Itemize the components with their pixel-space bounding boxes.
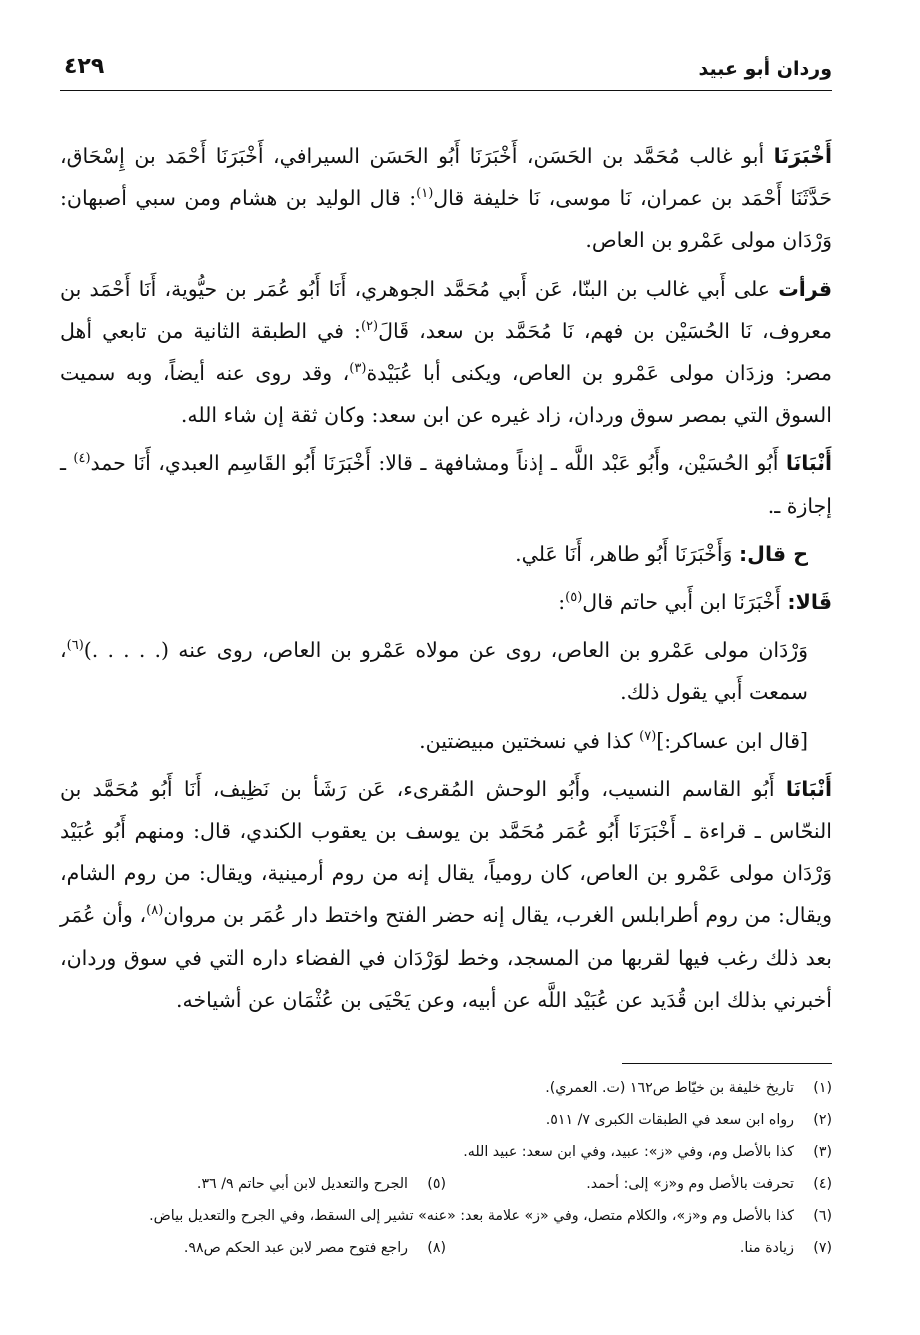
footnote-ref-5[interactable]: (٥) xyxy=(565,590,583,606)
main-text xyxy=(60,135,832,1021)
footnote-7 xyxy=(446,1232,832,1264)
footnote-ref-6[interactable]: (٦) xyxy=(66,638,84,654)
paragraph-text: ـ إجازة ـ. xyxy=(60,451,832,518)
paragraph-1 xyxy=(60,135,832,262)
footnote-text: كذا بالأصل وم، وفي «ز»: عبيد، وفي ابن سعد: عبيد الله. xyxy=(463,1144,794,1161)
footnote-text: تحرفت بالأصل وم و«ز» إلى: أحمد. xyxy=(586,1176,794,1193)
paragraph-4 xyxy=(60,533,832,575)
footnote-separator xyxy=(622,1063,832,1064)
footnote-4 xyxy=(446,1168,832,1200)
footnotes xyxy=(60,1072,832,1264)
footnote-2 xyxy=(60,1104,832,1136)
paragraph-text: وَأَخْبَرَنَا أَبُو طاهر، أَنَا عَلي. xyxy=(515,541,739,566)
footnote-number: (٤) xyxy=(813,1176,832,1193)
running-title: وردان أبو عبيد xyxy=(698,58,832,80)
footnote-text: كذا بالأصل وم و«ز»، والكلام متصل، وفي «ز» علامة بعد: «عنه» تشير إلى السقط، وفي الجرح والتعديل بياض. xyxy=(149,1208,794,1225)
paragraph-lead: أَخْبَرَنَا xyxy=(773,144,832,168)
footnote-5 xyxy=(60,1168,446,1200)
footnote-number: (٣) xyxy=(813,1144,832,1161)
paragraph-2 xyxy=(60,268,832,437)
paragraph-text: كذا في نسختين مبيضتين. xyxy=(419,728,640,753)
footnote-text: زيادة منا. xyxy=(739,1240,794,1257)
footnote-8 xyxy=(60,1232,446,1264)
paragraph-lead: قَالا: xyxy=(787,590,832,615)
footnote-text: تاريخ خليفة بن خيّاط ص١٦٢ (ت. العمري). xyxy=(545,1080,794,1097)
footnote-number: (٧) xyxy=(813,1240,832,1257)
footnote-6 xyxy=(60,1200,832,1232)
footnote-number: (٢) xyxy=(813,1112,832,1129)
footnote-ref-2[interactable]: (٢) xyxy=(360,318,379,334)
footnote-1 xyxy=(60,1072,832,1104)
paragraph-text: : قال الوليد بن هشام ومن سبي أصبهان: وَرْدَان مولى عَمْرو بن العاص. xyxy=(60,186,832,253)
page-number: ٤٢٩ xyxy=(64,54,105,79)
paragraph-text: ، وأن عُمَر بعد ذلك رغب فيها لقربها من المسجد، وخط لوَرْدَان في الفضاء داره التي في سوق وردان، أخبرني بذلك ابن قُدَيد عن عُبَيْد اللَّه عن أبيه، وعن يَحْيَى بن عُثْمَان عن أشياخه. xyxy=(60,903,832,1012)
paragraph-text: أبو غالب مُحَمَّد بن الحَسَن، أَخْبَرَنَا أَبُو الحَسَن السيرافي، أَخْبَرَنَا أَحْمَد بن إِسْحَاق، حَدَّثَنَا أَحْمَد بن عمران، نَا موسى، نَا خليفة قال xyxy=(60,144,832,211)
footnote-3 xyxy=(60,1136,832,1168)
footnote-text: الجرح والتعديل لابن أبي حاتم ٩/ ٣٦. xyxy=(196,1176,408,1193)
paragraph-text: : xyxy=(558,590,566,615)
book-page xyxy=(60,50,832,1315)
paragraph-7 xyxy=(60,720,832,762)
paragraph-text: : في الطبقة الثانية من تابعي أهل مصر: وزدَان مولى عَمْرو بن العاص، ويكنى أبا عُبَيْدة xyxy=(60,318,832,386)
paragraph-lead: قرأت xyxy=(778,276,832,301)
footnote-text: راجع فتوح مصر لابن عبد الحكم ص٩٨. xyxy=(183,1240,408,1257)
paragraph-text: أَبُو الحُسَيْن، وأَبُو عَبْد اللَّه ـ إذناً ومشافهة ـ قالا: أَخْبَرَنَا أَبُو القَاسِم العبدي، أَنَا حمد xyxy=(90,451,786,476)
paragraph-lead: أَنْبَانَا xyxy=(785,451,832,476)
paragraph-text: أَبُو القاسم النسيب، وأَبُو الوحش المُقرىء، عَن رَشَأ بن نَظِيف، أَنَا أَبُو مُحَمَّد بن النحّاس ـ قراءة ـ أَخْبَرَنَا أَبُو عُمَر مُحَمَّد بن يوسف بن يعقوب الكندي، قال: ومنهم أَبُو عُبَيْد وَرْدَان مولى عَمْرو بن العاص، كان رومياً، يقال إنه من روم أرمينية، ويقال: من روم الشام، ويقال: من روم أطرابلس الغرب، يقال إنه حضر الفتح واختط دار عُمَر بن مروان xyxy=(60,776,832,928)
footnote-number: (٨) xyxy=(427,1240,446,1257)
page-header xyxy=(60,50,832,91)
paragraph-6 xyxy=(60,629,832,713)
footnote-number: (٦) xyxy=(813,1208,832,1225)
footnote-separator-row xyxy=(60,1027,832,1064)
paragraph-text: على أَبي غالب بن البنّا، عَن أَبي مُحَمَّد الجوهري، أَنَا أَبُو عُمَر بن حيُّوية، أَنَا أَحْمَد بن معروف، نَا الحُسَيْن بن فهم، نَا مُحَمَّد بن سعد، قَالَ xyxy=(60,276,833,343)
footnote-ref-4[interactable]: (٤) xyxy=(73,451,91,467)
paragraph-5 xyxy=(60,581,832,623)
footnote-ref-3[interactable]: (٣) xyxy=(349,361,367,377)
footnote-number: (٥) xyxy=(427,1176,446,1193)
paragraph-text: ، سمعت أَبي يقول ذلك. xyxy=(60,638,808,705)
footnote-ref-7[interactable]: (٧) xyxy=(639,728,657,744)
paragraph-lead: أَنْبَانَا xyxy=(785,776,832,801)
footnote-ref-1[interactable]: (١) xyxy=(416,186,434,202)
paragraph-text: أَخْبَرَنَا ابن أَبي حاتم قال xyxy=(582,590,788,615)
paragraph-text: وَرْدَان مولى عَمْرو بن العاص، روى عن مولاه عَمْرو بن العاص، روى عنه (. . . . .) xyxy=(83,638,808,663)
paragraph-8 xyxy=(60,768,832,1021)
paragraph-text: [قال ابن عساكر:] xyxy=(656,728,808,753)
footnote-text: رواه ابن سعد في الطبقات الكبرى ٧/ ٥١١. xyxy=(545,1112,794,1129)
footnote-pair-7-8 xyxy=(60,1232,832,1264)
footnote-number: (١) xyxy=(813,1080,832,1097)
footnote-pair-4-5 xyxy=(60,1168,832,1200)
paragraph-text: ، وقد روى عنه أيضاً، وبه سميت السوق التي بمصر سوق وردان، زاد غيره عن ابن سعد: وكان ثقة إن شاء الله. xyxy=(60,361,832,428)
paragraph-3 xyxy=(60,442,832,526)
footnote-ref-8[interactable]: (٨) xyxy=(146,903,164,919)
paragraph-lead: ح قال: xyxy=(738,541,808,566)
